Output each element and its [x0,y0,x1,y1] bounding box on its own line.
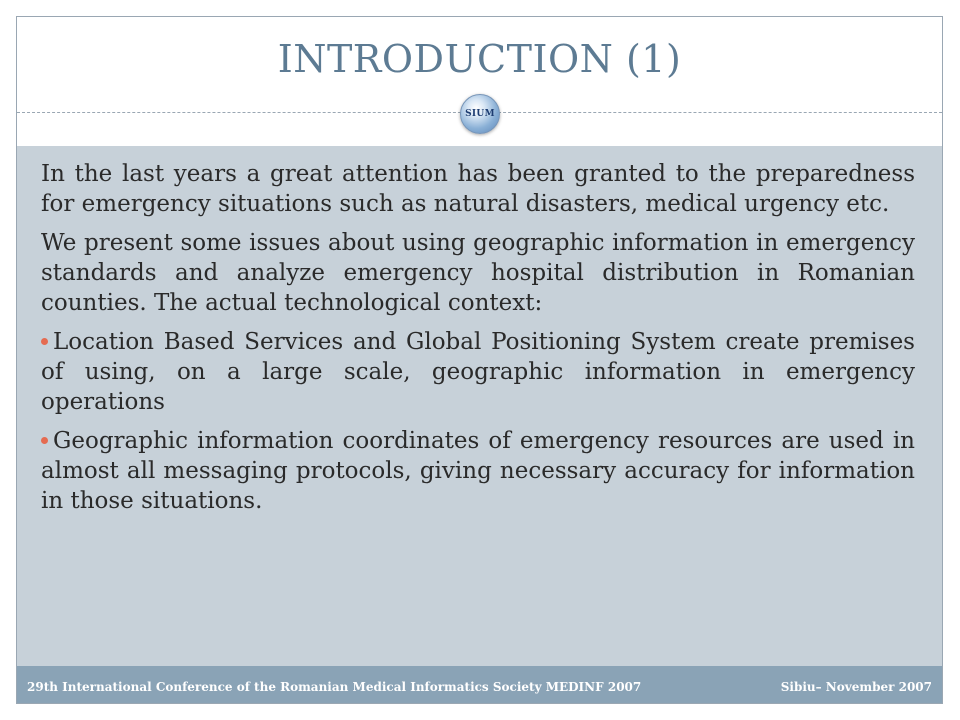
footer-location-date: Sibiu– November 2007 [780,680,932,694]
footer [17,666,942,704]
slide [16,16,943,704]
sium-logo [460,94,500,134]
bullet-text: Location Based Services and Global Positioning System create premises of using, on a large scale, geographic information in emergency operations [41,329,915,415]
bullet-dot-icon [41,338,48,345]
body-text [41,159,915,525]
sium-logo-text: SIUM [465,109,495,119]
paragraph-intro: In the last years a great attention has been granted to the preparedness for emergency situations such as natural disasters, medical urgency etc. [41,161,915,217]
bullet-text: Geographic information coordinates of emergency resources are used in almost all messaging protocols, giving necessary accuracy for information in those situations. [41,428,915,514]
content-area [17,146,942,666]
bullet-item [41,426,915,516]
paragraph-context: We present some issues about using geographic information in emergency standards and analyze emergency hospital distribution in Romanian counties. The actual technological context: [41,230,915,316]
bullet-dot-icon [41,437,48,444]
bullet-item [41,327,915,417]
slide-title: INTRODUCTION (1) [277,37,682,81]
footer-conference: 29th International Conference of the Romanian Medical Informatics Society MEDINF 2007 [27,680,642,694]
